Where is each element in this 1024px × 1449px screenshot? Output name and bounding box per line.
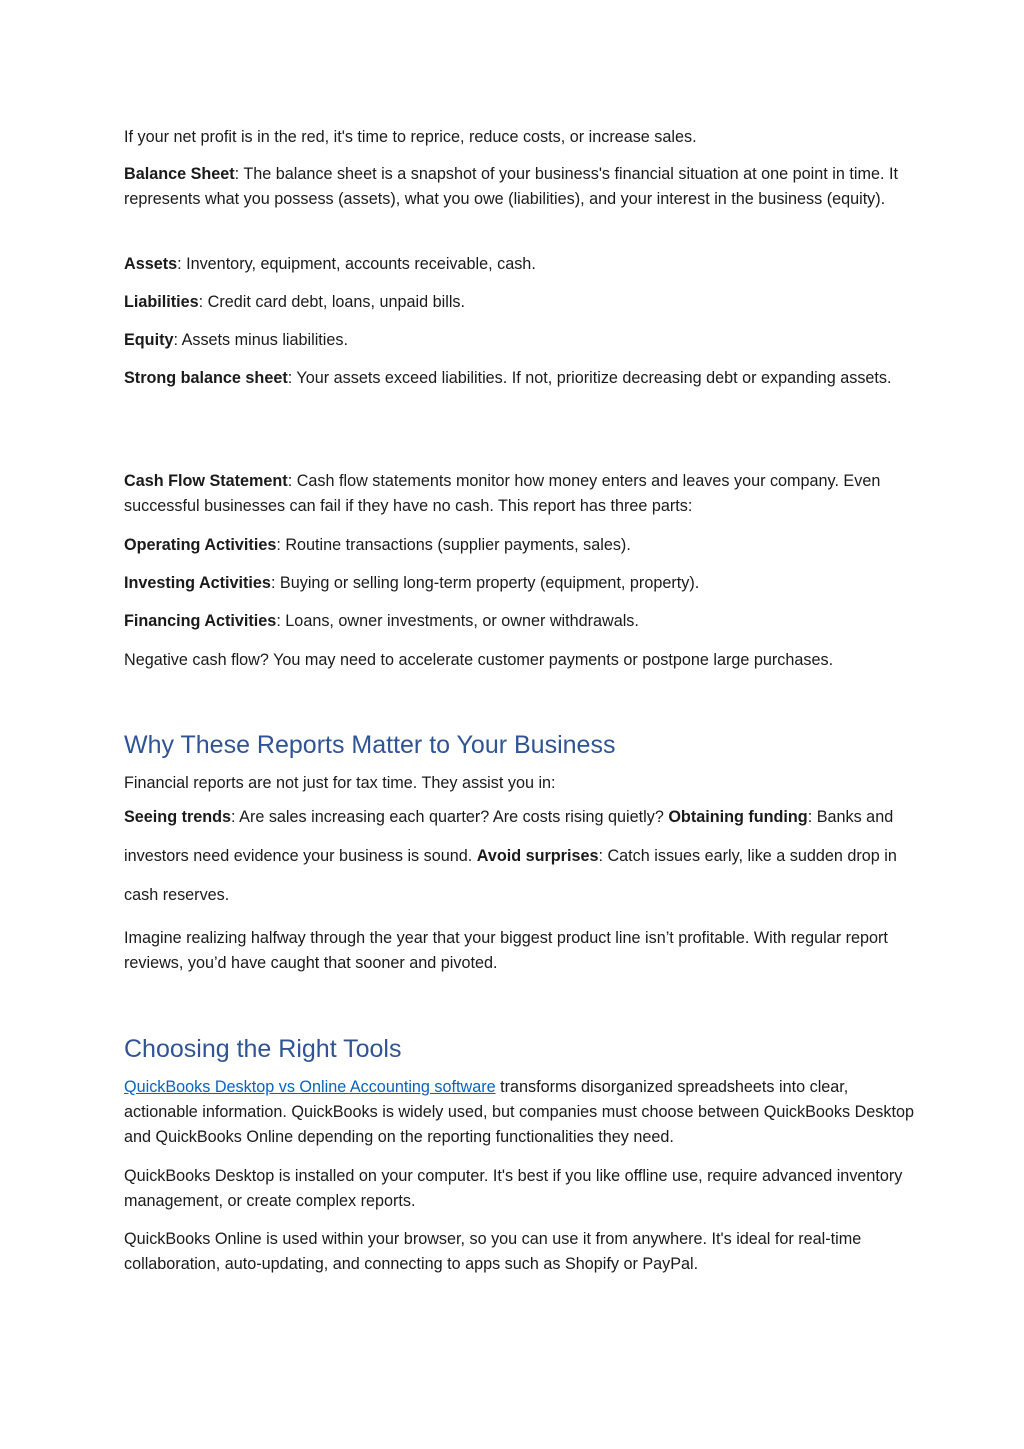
negative-cash-paragraph: Negative cash flow? You may need to accelerate customer payments or postpone large purchases. bbox=[124, 651, 834, 669]
strong-balance-paragraph: Strong balance sheet: Your assets exceed liabilities. If not, prioritize decreasing debt or expanding assets. bbox=[124, 369, 892, 387]
equity-paragraph: Equity: Assets minus liabilities. bbox=[124, 331, 348, 349]
why-intro-paragraph: Financial reports are not just for tax time. They assist you in: bbox=[124, 774, 556, 792]
benefits-paragraph: Seeing trends: Are sales increasing each quarter? Are costs rising quietly? Obtaining funding: Banks and investors need evidence your business is sound. Avoid surprises: Catch issues early, like a sudden drop in cash reserves. bbox=[124, 808, 897, 904]
quickbooks-online-paragraph: QuickBooks Online is used within your browser, so you can use it from anywhere. It's ideal for real-time collaboration, auto-updating, and connecting to apps such as Shopify or PayPal. bbox=[124, 1230, 862, 1273]
investing-term: Investing Activities bbox=[124, 574, 271, 592]
financing-term: Financing Activities bbox=[124, 612, 277, 630]
balance-sheet-text: : The balance sheet is a snapshot of your business's financial situation at one point in time. It represents what you possess (assets), what you owe (liabilities), and your interest in the business (equity). bbox=[124, 165, 898, 208]
seeing-trends-term: Seeing trends bbox=[124, 808, 232, 826]
imagine-paragraph: Imagine realizing halfway through the year that your biggest product line isn’t profitable. With regular report reviews, you’d have caught that sooner and pivoted. bbox=[124, 929, 888, 972]
intro-paragraph: If your net profit is in the red, it's time to reprice, reduce costs, or increase sales. bbox=[124, 128, 697, 146]
financing-paragraph: Financing Activities: Loans, owner investments, or owner withdrawals. bbox=[124, 612, 639, 630]
why-reports-heading: Why These Reports Matter to Your Business bbox=[124, 731, 616, 759]
balance-sheet-paragraph bbox=[124, 162, 914, 212]
operating-paragraph: Operating Activities: Routine transactions (supplier payments, sales). bbox=[124, 536, 631, 554]
cash-flow-paragraph: Cash Flow Statement: Cash flow statements monitor how money enters and leaves your company. Even successful businesses can fail if they have no cash. This report has three parts: bbox=[124, 472, 881, 515]
strong-balance-term: Strong balance sheet bbox=[124, 369, 288, 387]
cash-flow-term: Cash Flow Statement bbox=[124, 472, 288, 490]
quickbooks-intro-paragraph: QuickBooks Desktop vs Online Accounting software transforms disorganized spreadsheets into clear, actionable information. QuickBooks is widely used, but companies must choose between QuickBooks Desktop and QuickBooks Online depending on the reporting functionalities they need. bbox=[124, 1078, 914, 1146]
assets-term: Assets bbox=[124, 255, 178, 273]
choosing-tools-heading: Choosing the Right Tools bbox=[124, 1035, 402, 1063]
avoid-surprises-term: Avoid surprises bbox=[476, 847, 599, 865]
assets-paragraph: Assets: Inventory, equipment, accounts receivable, cash. bbox=[124, 255, 536, 273]
equity-term: Equity bbox=[124, 331, 174, 349]
investing-paragraph: Investing Activities: Buying or selling long-term property (equipment, property). bbox=[124, 574, 700, 592]
quickbooks-comparison-link[interactable]: QuickBooks Desktop vs Online Accounting software bbox=[124, 1078, 496, 1096]
obtaining-funding-term: Obtaining funding bbox=[668, 808, 808, 826]
quickbooks-desktop-paragraph: QuickBooks Desktop is installed on your computer. It's best if you like offline use, require advanced inventory management, or create complex reports. bbox=[124, 1167, 903, 1210]
liabilities-term: Liabilities bbox=[124, 293, 199, 311]
liabilities-paragraph: Liabilities: Credit card debt, loans, unpaid bills. bbox=[124, 293, 466, 311]
operating-term: Operating Activities bbox=[124, 536, 277, 554]
balance-sheet-term: Balance Sheet bbox=[124, 165, 235, 183]
